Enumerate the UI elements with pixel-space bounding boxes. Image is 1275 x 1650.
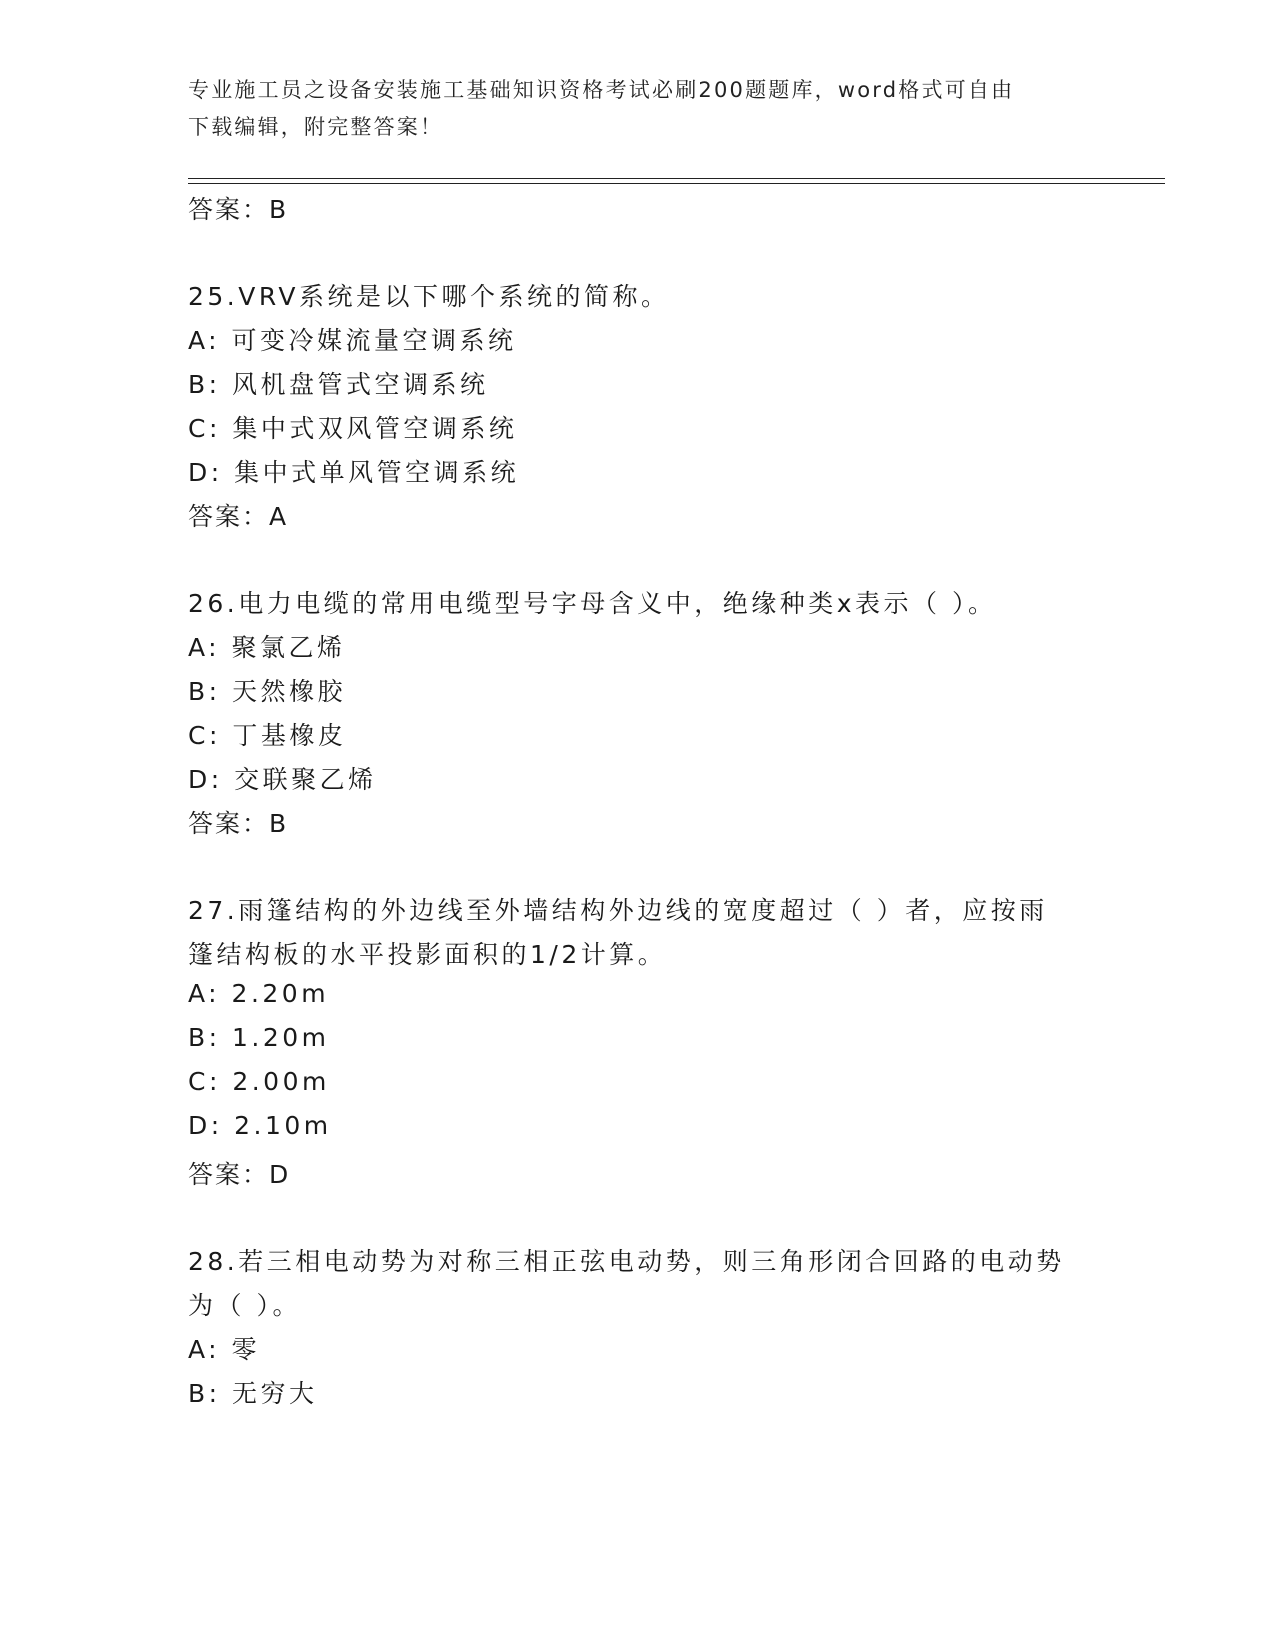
header-line-1: 专业施工员之设备安装施工基础知识资格考试必刷200题题库，word格式可自由	[188, 78, 1015, 102]
question-26-option-a: A: 聚氯乙烯	[188, 633, 346, 662]
answer-24: 答案：B	[188, 195, 289, 224]
question-25-option-d: D: 集中式单风管空调系统	[188, 458, 520, 487]
question-27-option-d: D: 2.10m	[188, 1111, 332, 1140]
question-27-answer: 答案：D	[188, 1160, 291, 1189]
question-28-stem-line-2: 为（ ）。	[188, 1291, 301, 1320]
question-26-stem: 26.电力电缆的常用电缆型号字母含义中，绝缘种类x表示（ ）。	[188, 589, 997, 618]
question-28-stem-line-1: 28.若三相电动势为对称三相正弦电动势，则三角形闭合回路的电动势	[188, 1247, 1065, 1276]
question-25-option-c: C: 集中式双风管空调系统	[188, 414, 518, 443]
question-27-option-c: C: 2.00m	[188, 1067, 330, 1096]
question-26-answer: 答案：B	[188, 809, 289, 838]
question-27-option-a: A: 2.20m	[188, 979, 330, 1008]
question-28-option-b: B: 无穷大	[188, 1379, 318, 1408]
question-25-option-b: B: 风机盘管式空调系统	[188, 370, 489, 399]
question-27-stem-line-1: 27.雨篷结构的外边线至外墙结构外边线的宽度超过（ ）者，应按雨	[188, 896, 1048, 925]
question-28-option-a: A: 零	[188, 1335, 261, 1364]
question-26-option-c: C: 丁基橡皮	[188, 721, 347, 750]
question-25-answer: 答案：A	[188, 502, 289, 531]
question-25-option-a: A: 可变冷媒流量空调系统	[188, 326, 517, 355]
question-25-stem: 25.VRV系统是以下哪个系统的简称。	[188, 282, 670, 311]
header-line-2: 下载编辑，附完整答案！	[188, 115, 444, 139]
question-27-option-b: B: 1.20m	[188, 1023, 330, 1052]
question-26-option-b: B: 天然橡胶	[188, 677, 347, 706]
question-26-option-d: D: 交联聚乙烯	[188, 765, 377, 794]
question-27-stem-line-2: 篷结构板的水平投影面积的1/2计算。	[188, 940, 667, 969]
document-header	[188, 72, 1088, 146]
header-rule-bottom	[188, 183, 1165, 184]
header-rule-top	[188, 178, 1165, 179]
